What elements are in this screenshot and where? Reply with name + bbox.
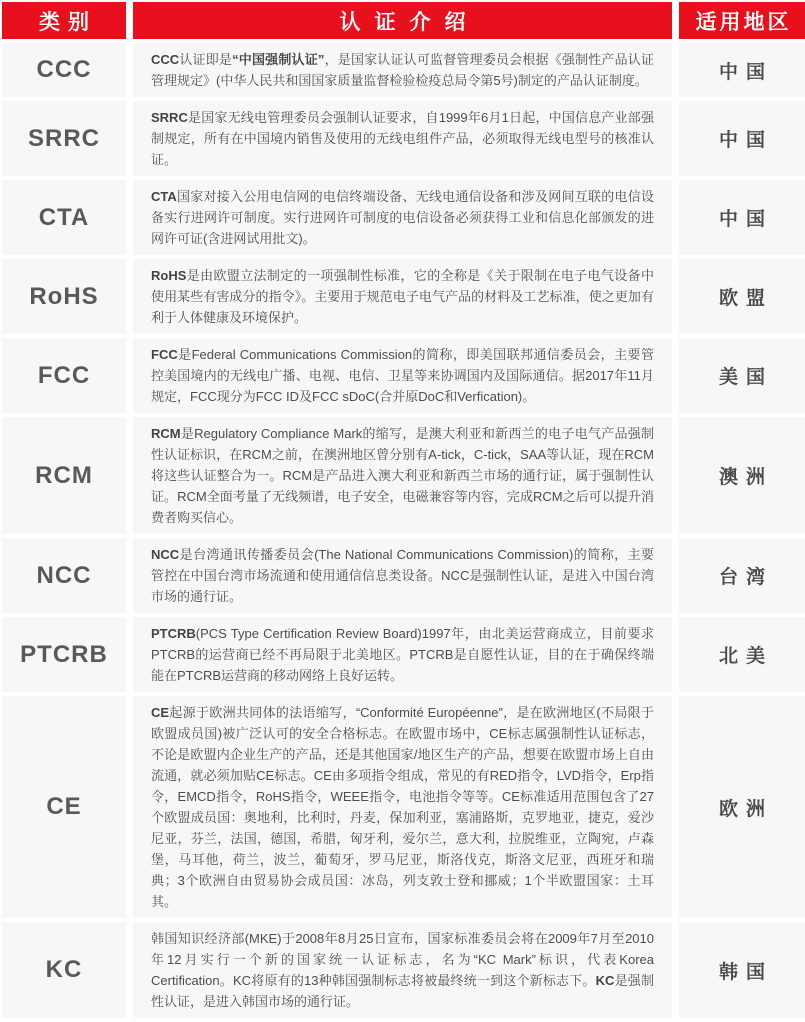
description-cell	[133, 43, 672, 97]
table-row	[2, 538, 805, 613]
header-introduction: 认证介绍	[133, 2, 672, 39]
description-cell	[133, 259, 672, 334]
region-cell: 中国	[679, 43, 805, 97]
table-row	[2, 259, 805, 334]
region-cell: 欧洲	[679, 696, 805, 918]
header-category: 类别	[2, 2, 126, 39]
table-row	[2, 617, 805, 692]
category-cell: KC	[2, 922, 126, 1018]
description-cell	[133, 696, 672, 918]
category-cell: CE	[2, 696, 126, 918]
category-cell: SRRC	[2, 101, 126, 176]
description-text: RoHS是由欧盟立法制定的一项强制性标准，它的全称是《关于限制在电子电气设备中使用某些有害成分的指令》。主要用于规范电子电气产品的材料及工艺标准，使之更加有利于人体健康及环境保护。	[151, 268, 654, 325]
category-cell: FCC	[2, 338, 126, 413]
description-cell	[133, 101, 672, 176]
table-row	[2, 338, 805, 413]
table-header-row	[2, 2, 805, 39]
description-cell	[133, 417, 672, 534]
region-cell: 欧盟	[679, 259, 805, 334]
description-text: FCC是Federal Communications Commission的简称，即美国联邦通信委员会，主要管控美国境内的无线电广播、电视、电信、卫星等来协调国内及国际通信。据2017年11月规定，FCC现分为FCC ID及FCC sDoC(合并原DoC和Verfication)。	[151, 347, 654, 404]
category-cell: RoHS	[2, 259, 126, 334]
description-cell	[133, 922, 672, 1018]
description-text: CE起源于欧洲共同体的法语缩写，“Conformité Européenne”，是在欧洲地区(不局限于欧盟成员国)被广泛认可的安全合格标志。在欧盟市场中，CE标志属强制性认证标志，不论是欧盟内企业生产的产品，还是其他国家/地区生产的产品，想要在欧盟市场上自由流通，就必须加贴CE标志。CE由多项指令组成，常见的有RED指令，LVD指令，Erp指令，EMCD指令，RoHS指令，WEEE指令，电池指令等等。CE标准适用范围包含了27个欧盟成员国：奥地利，比利时，丹麦，保加利亚，塞浦路斯，克罗地亚，捷克，爱沙尼亚，芬兰，法国，德国，希腊，匈牙利，爱尔兰，意大利，拉脱维亚，立陶宛，卢森堡，马耳他，荷兰，波兰，葡萄牙，罗马尼亚，斯洛伐克，斯洛文尼亚，西班牙和瑞典；3个欧洲自由贸易协会成员国：冰岛，列支敦士登和挪威；1个半欧盟国家：土耳其。	[151, 705, 654, 909]
region-cell: 澳洲	[679, 417, 805, 534]
category-cell: CCC	[2, 43, 126, 97]
category-cell: NCC	[2, 538, 126, 613]
description-cell	[133, 338, 672, 413]
description-text: SRRC是国家无线电管理委员会强制认证要求，自1999年6月1日起，中国信息产业部强制规定，所有在中国境内销售及使用的无线电组件产品，必须取得无线电型号的核准认证。	[151, 110, 654, 167]
table-row	[2, 417, 805, 534]
description-text: CTA国家对接入公用电信网的电信终端设备、无线电通信设备和涉及网间互联的电信设备实行进网许可制度。实行进网许可制度的电信设备必须获得工业和信息化部颁发的进网许可证(含进网试用批文)。	[151, 189, 654, 246]
region-cell: 韩国	[679, 922, 805, 1018]
description-text: 韩国知识经济部(MKE)于2008年8月25日宣布，国家标准委员会将在2009年7月至2010年12月实行一个新的国家统一认证标志，名为“KC Mark”标识，代表Korea Certification。KC将原有的13种韩国强制标志将被最终统一到这个新标志下。KC是强制性认证，是进入韩国市场的通行证。	[151, 931, 654, 1009]
description-text: CCC认证即是“中国强制认证”，是国家认证认可监督管理委员会根据《强制性产品认证管理规定》(中华人民共和国国家质量监督检验检疫总局令第5号)制定的产品认证制度。	[151, 52, 654, 88]
description-text: NCC是台湾通讯传播委员会(The National Communications Commission)的简称，主要管控在中国台湾市场流通和使用通信信息类设备。NCC是强制性认证，是进入中国台湾市场的通行证。	[151, 547, 654, 604]
table-row	[2, 180, 805, 255]
region-cell: 台湾	[679, 538, 805, 613]
description-text: RCM是Regulatory Compliance Mark的缩写，是澳大利亚和新西兰的电子电气产品强制性认证标识，在RCM之前，在澳洲地区曾分别有A-tick，C-tick，SAA等认证，现在RCM将这些认证整合为一。RCM是产品进入澳大利亚和新西兰市场的通行证，属于强制性认证。RCM全面考量了无线频谱，电子安全，电磁兼容等内容，完成RCM之后可以提升消费者购买信心。	[151, 426, 654, 525]
header-region: 适用地区	[679, 2, 805, 39]
region-cell: 北美	[679, 617, 805, 692]
table-row	[2, 101, 805, 176]
region-cell: 中国	[679, 180, 805, 255]
description-cell	[133, 538, 672, 613]
region-cell: 美国	[679, 338, 805, 413]
table-row	[2, 696, 805, 918]
description-cell	[133, 617, 672, 692]
category-cell: CTA	[2, 180, 126, 255]
table-row	[2, 922, 805, 1018]
description-cell	[133, 180, 672, 255]
category-cell: RCM	[2, 417, 126, 534]
region-cell: 中国	[679, 101, 805, 176]
category-cell: PTCRB	[2, 617, 126, 692]
description-text: PTCRB(PCS Type Certification Review Board)1997年，由北美运营商成立，目前要求PTCRB的运营商已经不再局限于北美地区。PTCRB是自愿性认证，目的在于确保终端能在PTCRB运营商的移动网络上良好运转。	[151, 626, 654, 683]
table-row	[2, 43, 805, 97]
